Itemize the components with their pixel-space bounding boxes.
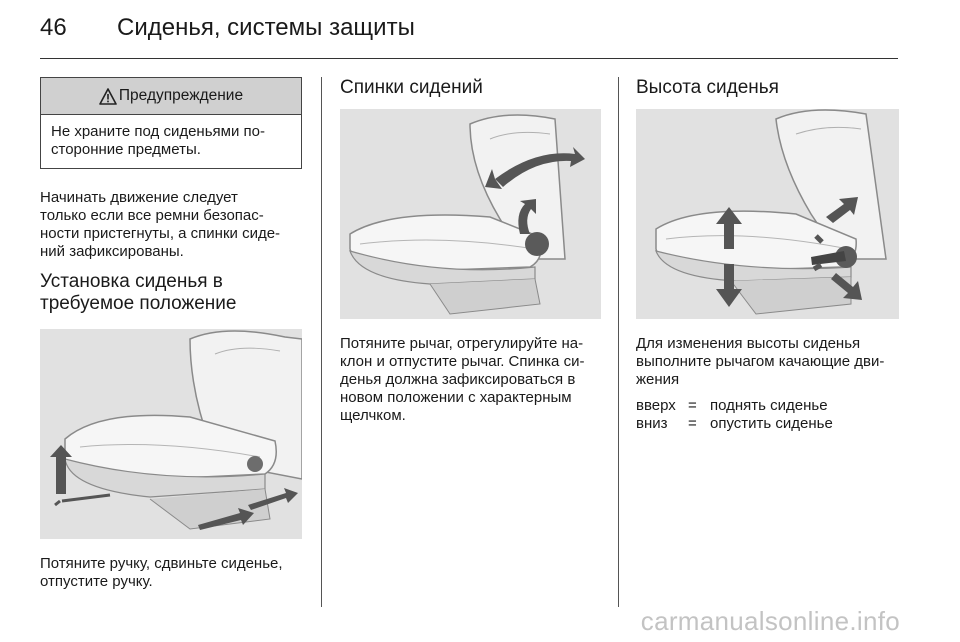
page-title: Сиденья, системы защиты <box>117 14 415 41</box>
text-line: жения <box>636 371 680 388</box>
column-3 <box>636 77 899 433</box>
column-1 <box>40 77 303 591</box>
warning-triangle-icon <box>99 88 117 105</box>
text-line: денья должна зафиксироваться в <box>340 371 576 388</box>
seat-height-illustration <box>636 109 899 319</box>
heading-line: Установка сиденья в <box>40 271 223 292</box>
text-line: только если все ремни безопас- <box>40 207 264 224</box>
definition-equals: = <box>688 397 697 414</box>
seat-slide-illustration <box>40 329 302 539</box>
text-line: Для изменения высоты сиденья <box>636 335 861 352</box>
column-divider <box>321 77 322 607</box>
column-divider <box>618 77 619 607</box>
text-line: клон и отпустите рычаг. Спинка си- <box>340 353 585 370</box>
warning-header <box>41 78 301 115</box>
definition-description: опустить сиденье <box>710 415 833 432</box>
definition-row <box>636 397 899 415</box>
section-heading-backrest: Спинки сидений <box>340 77 483 98</box>
text-line: Начинать движение следует <box>40 189 238 206</box>
caption-seat-position <box>40 555 303 591</box>
text-line: Потяните ручку, сдвиньте сиденье, <box>40 555 283 572</box>
definition-equals: = <box>688 415 697 432</box>
definition-row <box>636 415 899 433</box>
intro-paragraph <box>40 189 303 261</box>
text-line: новом положении с характерным <box>340 389 572 406</box>
warning-title: Предупреждение <box>118 87 244 104</box>
definition-list <box>636 397 899 433</box>
page-number: 46 <box>40 14 67 41</box>
text-line: отпустите ручку. <box>40 573 153 590</box>
text-line: Потяните рычаг, отрегулируйте на- <box>340 335 584 352</box>
section-heading-seat-height: Высота сиденья <box>636 77 779 98</box>
section-heading-seat-position <box>40 271 303 315</box>
definition-term: вверх <box>636 397 676 414</box>
column-2 <box>340 77 603 425</box>
caption-seat-height <box>636 335 899 389</box>
warning-box <box>40 77 302 169</box>
caption-backrest <box>340 335 603 425</box>
warning-text-line: Не храните под сиденьями по- <box>51 123 265 140</box>
definition-term: вниз <box>636 415 668 432</box>
text-line: щелчком. <box>340 407 406 424</box>
text-line: ности пристегнуты, а спинки сиде- <box>40 225 281 242</box>
warning-text <box>41 115 301 168</box>
warning-text-line: сторонние предметы. <box>51 141 201 158</box>
backrest-illustration <box>340 109 601 319</box>
text-line: выполните рычагом качающие дви- <box>636 353 885 370</box>
definition-description: поднять сиденье <box>710 397 828 414</box>
heading-line: требуемое положение <box>40 293 237 314</box>
header-rule <box>40 58 898 59</box>
text-line: ний зафиксированы. <box>40 243 184 260</box>
watermark: carmanualsonline.info <box>640 606 900 636</box>
